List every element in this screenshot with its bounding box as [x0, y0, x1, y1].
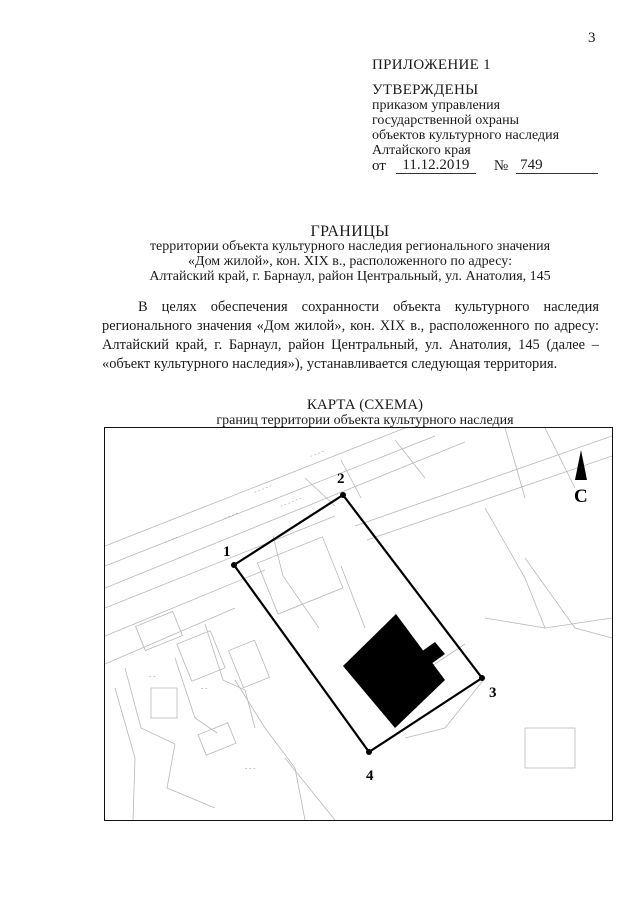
- approval-line: объектов культурного наследия: [372, 128, 560, 143]
- page-number: 3: [588, 30, 596, 46]
- point-label-1: 1: [223, 544, 231, 560]
- approved-label: УТВЕРЖДЕНЫ: [372, 82, 479, 98]
- boundary-point-1: [231, 562, 237, 568]
- territory-boundary: [234, 495, 482, 752]
- north-label: С: [574, 486, 588, 507]
- map-drawing: [105, 428, 612, 820]
- order-number: 749: [516, 158, 598, 174]
- document-title: [80, 224, 620, 284]
- title-line: территории объекта культурного наследия регионального значения: [149, 239, 551, 254]
- boundary-point-4: [366, 749, 372, 755]
- svg-text:- - -: - - -: [245, 764, 256, 772]
- map-title: КАРТА (СХЕМА): [306, 397, 424, 413]
- map-scheme: [104, 427, 613, 821]
- svg-text:- - - -: - - - -: [162, 532, 180, 546]
- title-line: Алтайский край, г. Барнаул, район Центральный, ул. Анатолия, 145: [149, 269, 551, 284]
- background-labels: [149, 447, 398, 772]
- approval-line: Алтайского края: [372, 143, 471, 158]
- title-heading: ГРАНИЦЫ: [310, 223, 390, 240]
- date-prefix: от: [372, 158, 386, 174]
- body-paragraph: В целях обеспечения сохранности объекта культурного наследия регионального значения «Дом жилой», кон. XIX в., расположенного по адресу: Алтайский край, г. Барнаул, район Центральный, ул. Анатолия, 145 (далее – «объект культурного наследия»), устанавливается следующая территория.: [102, 299, 599, 372]
- title-line: «Дом жилой», кон. XIX в., расположенного по адресу:: [188, 254, 512, 269]
- point-label-2: 2: [337, 471, 345, 487]
- svg-text:- -: - -: [149, 672, 156, 680]
- svg-text:- -: - -: [201, 684, 208, 692]
- svg-text:- - - -: - - - -: [308, 446, 326, 460]
- cadastral-background: [105, 428, 612, 820]
- approval-line: государственной охраны: [372, 113, 520, 128]
- heritage-building: [343, 614, 445, 728]
- map-subtitle: границ территории объекта культурного наследия: [216, 413, 514, 428]
- order-date: 11.12.2019: [396, 158, 476, 174]
- boundary-point-3: [479, 675, 485, 681]
- point-label-4: 4: [366, 768, 374, 784]
- map-heading: [100, 398, 630, 428]
- order-line: [372, 158, 612, 174]
- approval-block: [372, 58, 612, 174]
- svg-text:- - - - - -: - - - - - -: [278, 493, 303, 510]
- boundary-point-2: [340, 492, 346, 498]
- point-label-3: 3: [489, 685, 497, 701]
- svg-text:- - - - -: - - - - -: [252, 481, 274, 496]
- number-prefix: №: [493, 158, 509, 174]
- appendix-label: ПРИЛОЖЕНИЕ 1: [372, 57, 491, 73]
- approval-line: приказом управления: [372, 98, 501, 113]
- svg-text:- - - -: - - - -: [222, 508, 240, 522]
